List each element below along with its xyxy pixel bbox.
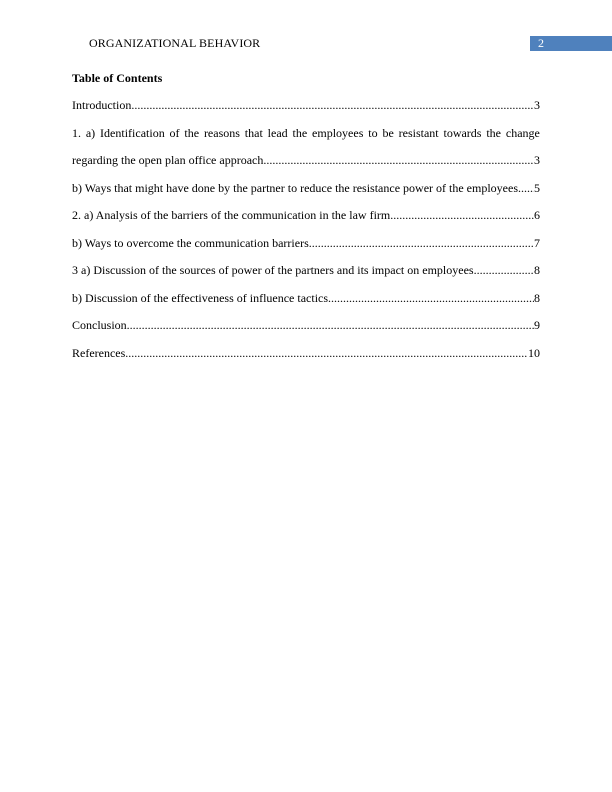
toc-entry-text: Conclusion <box>72 318 127 332</box>
toc-leader-dots <box>131 98 534 112</box>
toc-entry-page: 10 <box>528 346 540 360</box>
toc-entry-page: 3 <box>534 98 540 112</box>
toc-word: a) <box>85 126 96 140</box>
toc-heading: Table of Contents <box>72 71 163 85</box>
toc-entry-page: 8 <box>534 291 540 305</box>
toc-entry-page: 6 <box>534 208 540 222</box>
toc-word: change <box>505 126 540 140</box>
toc-leader-dots <box>390 208 534 222</box>
toc-leader-dots <box>263 153 534 167</box>
toc-entry-2b[interactable] <box>72 236 540 250</box>
toc-word: 1. <box>72 126 81 140</box>
toc-entry-text: 2. a) Analysis of the barriers of the communication in the law firm <box>72 208 391 222</box>
toc-leader-dots <box>309 236 534 250</box>
toc-word: the <box>292 126 308 140</box>
toc-word: be <box>382 126 394 140</box>
toc-word: reasons <box>203 126 240 140</box>
toc-entry-text: b) Ways to overcome the communication barriers <box>72 236 309 250</box>
toc-entry-references[interactable] <box>72 346 540 360</box>
page-number: 2 <box>538 36 544 50</box>
page-number-box <box>530 36 612 51</box>
toc-entry-text: b) Discussion of the effectiveness of influence tactics <box>72 291 329 305</box>
toc-entry-text: References <box>72 346 126 360</box>
toc-leader-dots <box>127 318 534 332</box>
toc-leader-dots <box>474 263 534 277</box>
running-header-title: ORGANIZATIONAL BEHAVIOR <box>89 36 261 50</box>
toc-leader-dots <box>328 291 534 305</box>
toc-entry-page: 5 <box>534 181 540 195</box>
toc-word: to <box>368 126 378 140</box>
toc-entry-text: b) Ways that might have done by the partner to reduce the resistance power of the employees <box>72 181 518 195</box>
toc-entry-3a[interactable] <box>72 263 540 277</box>
toc-entry-1a-line1[interactable] <box>72 126 540 140</box>
toc-entry-conclusion[interactable] <box>72 318 540 332</box>
toc-entry-text: regarding the open plan office approach <box>72 153 264 167</box>
toc-word: the <box>184 126 200 140</box>
toc-word: resistant <box>398 126 439 140</box>
toc-entry-text: 3 a) Discussion of the sources of power of the partners and its impact on employees <box>72 263 474 277</box>
toc-leader-dots <box>518 181 534 195</box>
toc-leader-dots <box>125 346 528 360</box>
toc-word: the <box>486 126 502 140</box>
toc-entry-page: 7 <box>534 236 540 250</box>
toc-entry-1b[interactable] <box>72 181 540 195</box>
toc-word: lead <box>267 126 288 140</box>
toc-word: employees <box>312 126 364 140</box>
toc-entry-page: 8 <box>534 263 540 277</box>
toc-word: that <box>244 126 263 140</box>
toc-entry-introduction[interactable] <box>72 98 540 112</box>
toc-entry-page: 9 <box>534 318 540 332</box>
toc-entry-text: Introduction <box>72 98 132 112</box>
toc-word: of <box>169 126 180 140</box>
toc-word: towards <box>443 126 482 140</box>
toc-word: Identification <box>100 126 165 140</box>
toc-entry-page: 3 <box>534 153 540 167</box>
toc-entry-3b[interactable] <box>72 291 540 305</box>
toc-entry-2a[interactable] <box>72 208 540 222</box>
toc-entry-1a-line2[interactable] <box>72 153 540 167</box>
